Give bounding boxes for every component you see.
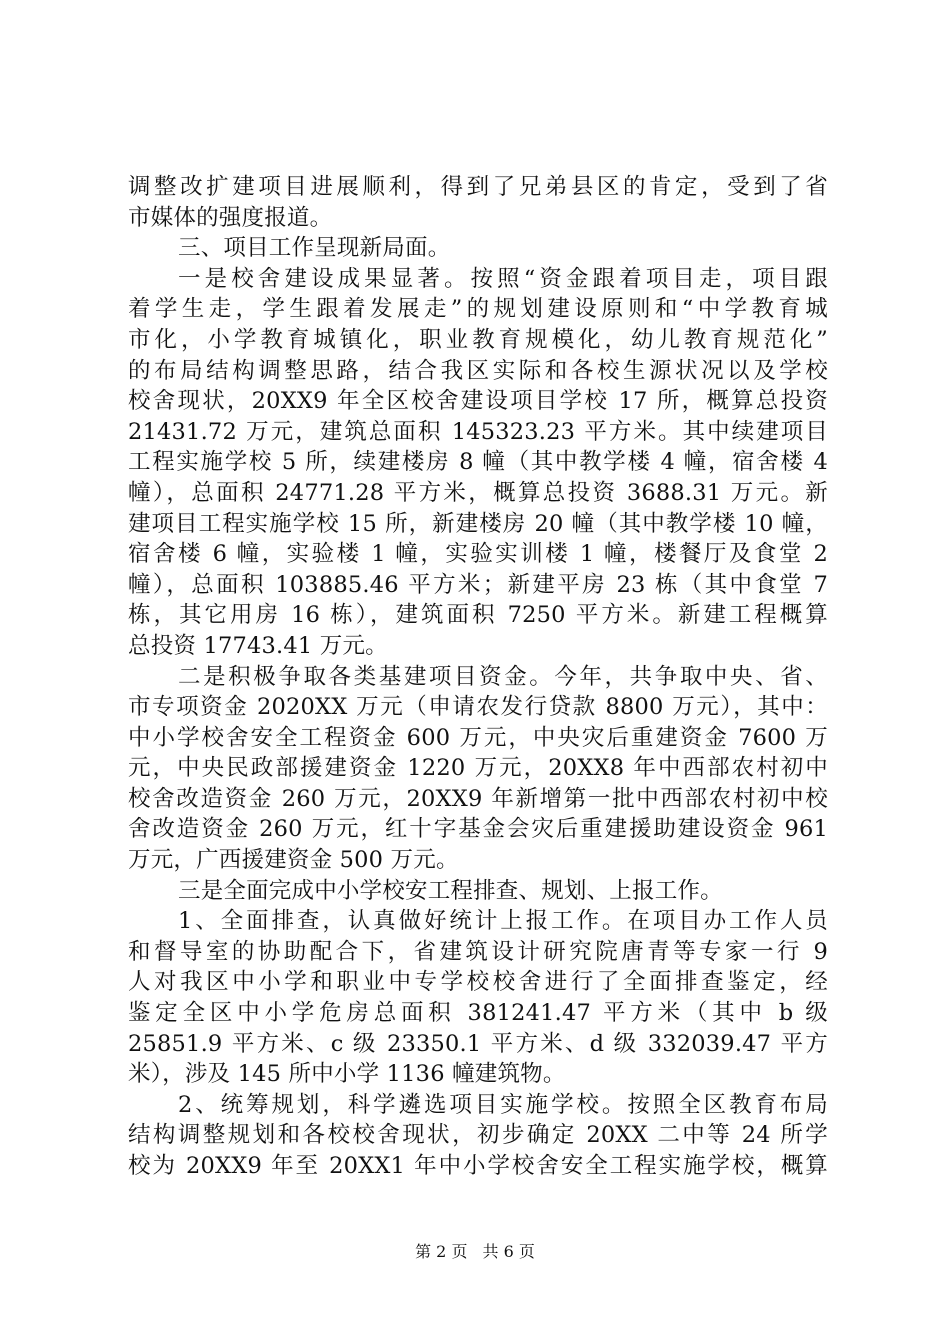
text-line: 栋，其它用房 16 栋），建筑面积 7250 平方米。新建工程概算 <box>128 602 828 629</box>
page-footer <box>0 1242 950 1262</box>
text-line: 25851.9 平方米、c 级 23350.1 平方米、d 级 332039.47 平方 <box>128 1030 828 1057</box>
text-line: 二是积极争取各类基建项目资金。今年，共争取中央、省、 <box>178 663 828 690</box>
text-line: 校舍改造资金 260 万元，20XX9 年新增第一批中西部农村初中校 <box>128 785 828 812</box>
text-line: 鉴定全区中小学危房总面积 381241.47 平方米（其中 b 级 <box>128 1000 828 1027</box>
text-line: 21431.72 万元，建筑总面积 145323.23 平方米。其中续建项目 <box>128 418 828 445</box>
text-line: 校为 20XX9 年至 20XX1 年中小学校舍安全工程实施学校，概算 <box>128 1153 828 1179</box>
page-total: 共 6 页 <box>482 1242 535 1261</box>
text-line: 调整改扩建项目进展顺利，得到了兄弟县区的肯定，受到了省 <box>128 174 828 200</box>
text-line: 市媒体的强度报道。 <box>128 204 333 231</box>
text-line: 万元，广西援建资金 500 万元。 <box>128 847 459 874</box>
page-number: 第 2 页 <box>415 1242 468 1261</box>
text-line: 一是校舍建设成果显著。按照“资金跟着项目走，项目跟 <box>178 265 828 292</box>
text-line: 米），涉及 145 所中小学 1136 幢建筑物。 <box>128 1061 566 1088</box>
text-line: 市化，小学教育城镇化，职业教育规模化，幼儿教育规范化” <box>128 326 828 353</box>
text-line: 中小学校舍安全工程资金 600 万元，中央灾后重建资金 7600 万 <box>128 724 828 751</box>
text-line: 工程实施学校 5 所，续建楼房 8 幢（其中教学楼 4 幢，宿舍楼 4 <box>128 449 828 476</box>
text-line: 三、项目工作呈现新局面。 <box>178 235 451 262</box>
text-line: 总投资 17743.41 万元。 <box>128 632 388 659</box>
text-line: 结构调整规划和各校校舍现状，初步确定 20XX 二中等 24 所学 <box>128 1122 828 1149</box>
text-line: 2、统筹规划，科学遴选项目实施学校。按照全区教育布局 <box>178 1091 828 1118</box>
text-line: 1、全面排查，认真做好统计上报工作。在项目办工作人员 <box>178 908 828 935</box>
text-line: 元，中央民政部援建资金 1220 万元，20XX8 年中西部农村初中 <box>128 755 828 782</box>
text-line: 着学生走，学生跟着发展走”的规划建设原则和“中学教育城 <box>128 296 828 323</box>
text-line: 幢），总面积 103885.46 平方米；新建平房 23 栋（其中食堂 7 <box>128 571 828 598</box>
text-line: 宿舍楼 6 幢，实验楼 1 幢，实验实训楼 1 幢，楼餐厅及食堂 2 <box>128 541 828 568</box>
text-line: 幢），总面积 24771.28 平方米，概算总投资 3688.31 万元。新 <box>128 479 828 506</box>
text-line: 人对我区中小学和职业中专学校校舍进行了全面排查鉴定，经 <box>128 969 828 996</box>
text-line: 和督导室的协助配合下，省建筑设计研究院唐青等专家一行 9 <box>128 938 828 965</box>
text-line: 市专项资金 2020XX 万元（申请农发行贷款 8800 万元），其中： <box>128 694 828 721</box>
text-line: 三是全面完成中小学校安工程排查、规划、上报工作。 <box>178 877 723 904</box>
document-body <box>128 172 828 1182</box>
text-line: 校舍现状，20XX9 年全区校舍建设项目学校 17 所，概算总投资 <box>128 388 828 415</box>
text-line: 建项目工程实施学校 15 所，新建楼房 20 幢（其中教学楼 10 幢， <box>128 510 828 537</box>
text-line: 的布局结构调整思路，结合我区实际和各校生源状况以及学校 <box>128 357 828 384</box>
text-line: 舍改造资金 260 万元，红十字基金会灾后重建援助建设资金 961 <box>128 816 828 843</box>
